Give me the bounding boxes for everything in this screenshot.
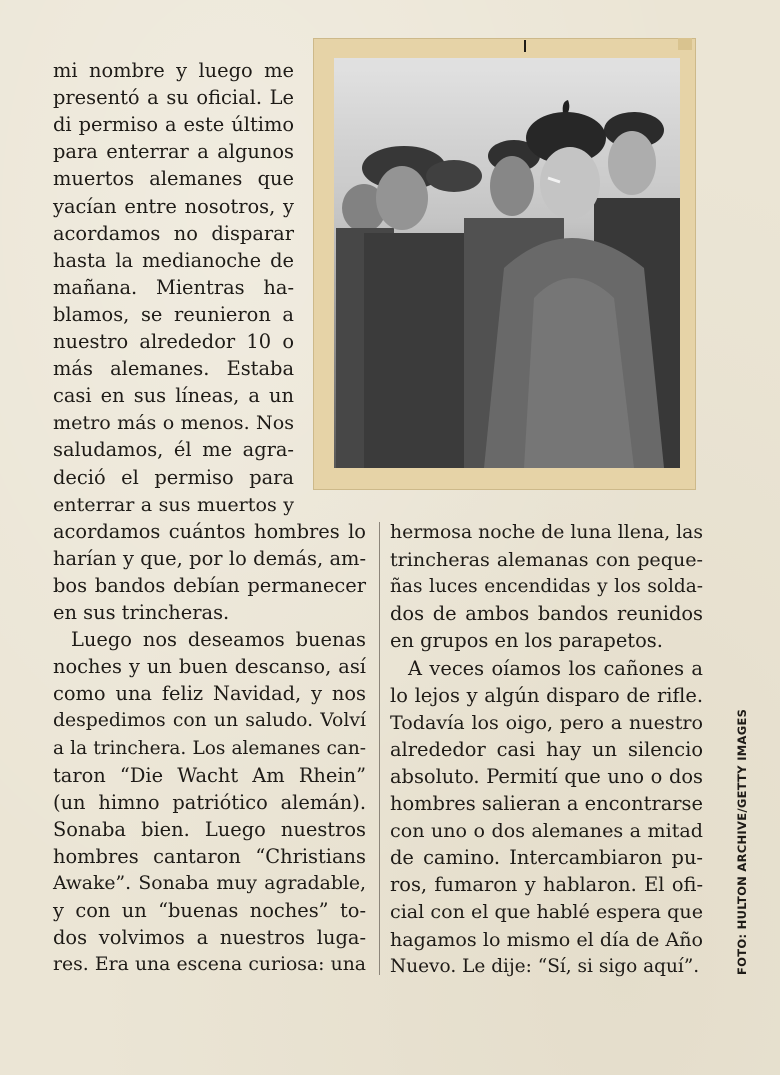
text-line: como una feliz Navidad, y nos	[53, 682, 366, 706]
text-line: ros, fumaron y hablaron. El ofi-	[390, 873, 703, 897]
text-line: A veces oíamos los cañones a	[408, 656, 703, 680]
text-line: Nuevo. Le dije: “Sí, si sigo aquí”.	[390, 955, 700, 977]
text-line: hasta la medianoche de	[53, 248, 294, 272]
column-divider	[379, 522, 380, 975]
text-line: acordamos no disparar	[53, 221, 294, 245]
text-line: de camino. Intercambiaron pu-	[390, 846, 703, 870]
text-line: enterrar a sus muertos y	[53, 492, 294, 516]
text-line: nuestro alrededor 10 o	[53, 330, 294, 353]
text-line: trincheras alemanas con peque-	[390, 548, 703, 572]
text-line: más alemanes. Estaba	[53, 357, 294, 381]
text-line: absoluto. Permití que uno o dos	[390, 764, 703, 788]
text-line: muertos alemanes que	[53, 167, 294, 191]
text-line: Awake”. Sonaba muy agradable,	[53, 873, 366, 894]
text-line: Sonaba bien. Luego nuestros	[53, 817, 366, 841]
text-line: deció el permiso para	[53, 465, 294, 489]
text-line: casi en sus líneas, a un	[53, 384, 294, 408]
text-line: di permiso a este último	[53, 113, 294, 137]
text-line: dos volvimos a nuestros luga-	[53, 926, 366, 950]
text-line: metro más o menos. Nos	[53, 411, 294, 435]
historical-photo-icon	[334, 58, 680, 468]
text-line: cial con el que hablé espera que	[390, 900, 703, 924]
text-line: dos de ambos bandos reunidos	[390, 602, 703, 626]
photo-corner-mark	[524, 40, 526, 52]
text-line: (un himno patriótico alemán).	[53, 790, 366, 814]
text-line: hombres cantaron “Christians	[53, 844, 366, 868]
text-line: despedimos con un saludo. Volví	[53, 710, 366, 732]
text-line: hombres salieran a encontrarse	[390, 792, 703, 815]
text-line: mañana. Mientras ha-	[53, 275, 294, 299]
text-line: bos bandos debían permanecer	[53, 573, 366, 597]
text-line: en grupos en los parapetos.	[390, 629, 663, 653]
text-line: noches y un buen descanso, así	[53, 655, 366, 679]
text-line: blamos, se reunieron a	[53, 302, 294, 326]
text-line: lo lejos y algún disparo de rifle.	[390, 683, 703, 707]
text-line: para enterrar a algunos	[53, 140, 294, 164]
text-line: acordamos cuántos hombres lo	[53, 519, 366, 543]
text-line: Todavía los oigo, pero a nuestro	[390, 710, 703, 734]
text-line: hagamos lo mismo el día de Año	[390, 927, 703, 951]
text-line: a la trinchera. Los alemanes can-	[53, 737, 366, 759]
text-line: yacían entre nosotros, y	[53, 194, 294, 218]
text-line: hermosa noche de luna llena, las	[390, 522, 703, 543]
text-line: alrededor casi hay un silencio	[390, 737, 703, 761]
text-line: presentó a su oficial. Le	[53, 86, 294, 110]
text-line: ñas luces encendidas y los solda-	[390, 576, 703, 598]
text-line: res. Era una escena curiosa: una	[53, 954, 366, 976]
text-line: mi nombre y luego me	[53, 59, 294, 82]
text-line: harían y que, por lo demás, am-	[53, 546, 366, 570]
text-line: taron “Die Wacht Am Rhein”	[53, 763, 366, 787]
text-line: en sus trincheras.	[53, 601, 230, 624]
text-line: Luego nos deseamos buenas	[71, 628, 366, 652]
photo-credit: FOTO: HULTON ARCHIVE/GETTY IMAGES	[735, 708, 749, 975]
text-line: y con un “buenas noches” to-	[53, 899, 366, 923]
text-line: saludamos, él me agra-	[53, 438, 294, 462]
text-line: con uno o dos alemanes a mitad	[390, 819, 703, 843]
